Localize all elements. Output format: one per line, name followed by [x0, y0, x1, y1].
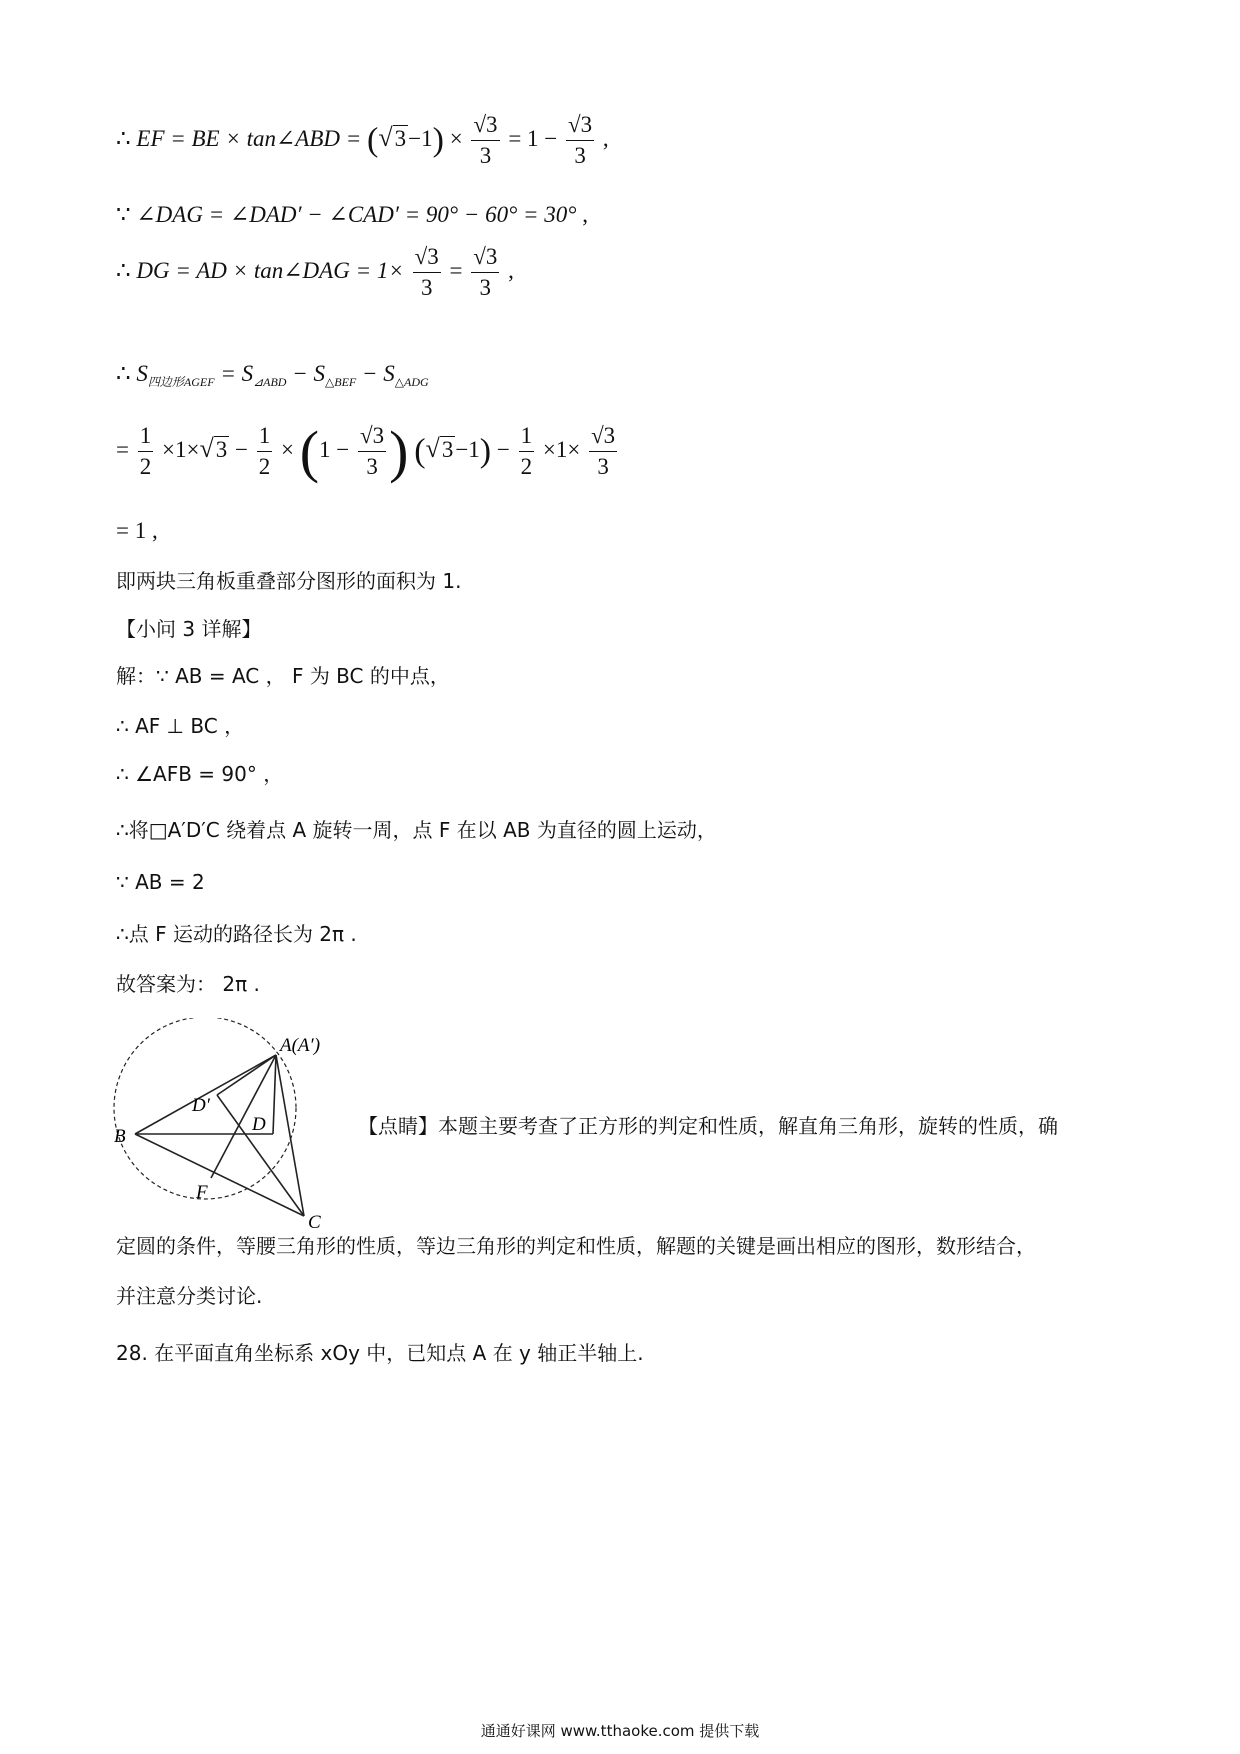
label-d: D: [252, 1114, 266, 1135]
solution-line-1: 解：∵ AB = AC ， F 为 BC 的中点，: [116, 664, 450, 688]
sub-question-3-heading: 【小问 3 详解】: [116, 617, 262, 641]
eq-line-4: ∴ $S_{四边形AGEF} = S_{⊿ABD} - S_{\triangle BEF} - S_{\triangle ADG}$: [116, 361, 429, 389]
area-conclusion: 即两块三角板重叠部分图形的面积为 1.: [116, 569, 462, 593]
eq-line-3: ∴ DG = AD × tan∠DAG = 1× $\frac{√3}{3}$ = $\frac{√3}{3}$ ,: [116, 244, 514, 300]
page-footer: 通通好课网 www.tthaoke.com 提供下载: [480, 1722, 760, 1740]
solution-line-5: ∵ AB = 2: [116, 870, 205, 894]
solution-line-4: ∴将□A′D′C 绕着点 A 旋转一周，点 F 在以 AB 为直径的圆上运动，: [116, 818, 717, 842]
question-28: 28. 在平面直角坐标系 xOy 中，已知点 A 在 y 轴正半轴上.: [116, 1341, 644, 1365]
answer-line: 故答案为： 2π .: [116, 972, 260, 996]
eq-line-1: ∴ EF = BE × tan∠ABD = (√3−1) × $\frac{√3}{3}$ = 1 − $\frac{√3}{3}$ ,: [116, 112, 609, 168]
solution-line-2: ∴ AF ⊥ BC ，: [116, 714, 245, 738]
key-point-line-3: 并注意分类讨论.: [116, 1284, 263, 1308]
label-b: B: [114, 1126, 126, 1147]
label-d-prime: D′: [192, 1095, 210, 1116]
eq-line-5: = $\frac{1}{2}$ ×1×√3 − $\frac{1}{2}$ × (1 − $\frac{√3}{3}$ ) (√3−1) − $\frac{1}{2}$ ×1× $\frac{√3}{3}$: [116, 419, 616, 484]
solution-line-6: ∴点 F 运动的路径长为 2π .: [116, 922, 357, 946]
key-point-line-2: 定圆的条件，等腰三角形的性质，等边三角形的判定和性质，解题的关键是画出相应的图形，数形结合，: [116, 1234, 1036, 1258]
eq-line-6: = 1 ,: [116, 518, 158, 543]
label-a: A(A′): [280, 1035, 321, 1056]
solution-line-3: ∴ ∠AFB = 90° ，: [116, 762, 284, 786]
eq-line-2: ∵ ∠DAG = ∠DAD′ − ∠CAD′ = 90° − 60° = 30° ,: [116, 202, 589, 227]
key-point-line-1: 【点睛】本题主要考查了正方形的判定和性质，解直角三角形，旋转的性质，确: [358, 1114, 1058, 1138]
label-f: F: [196, 1182, 208, 1203]
geometry-figure: [112, 1018, 342, 1228]
label-c: C: [308, 1212, 321, 1228]
